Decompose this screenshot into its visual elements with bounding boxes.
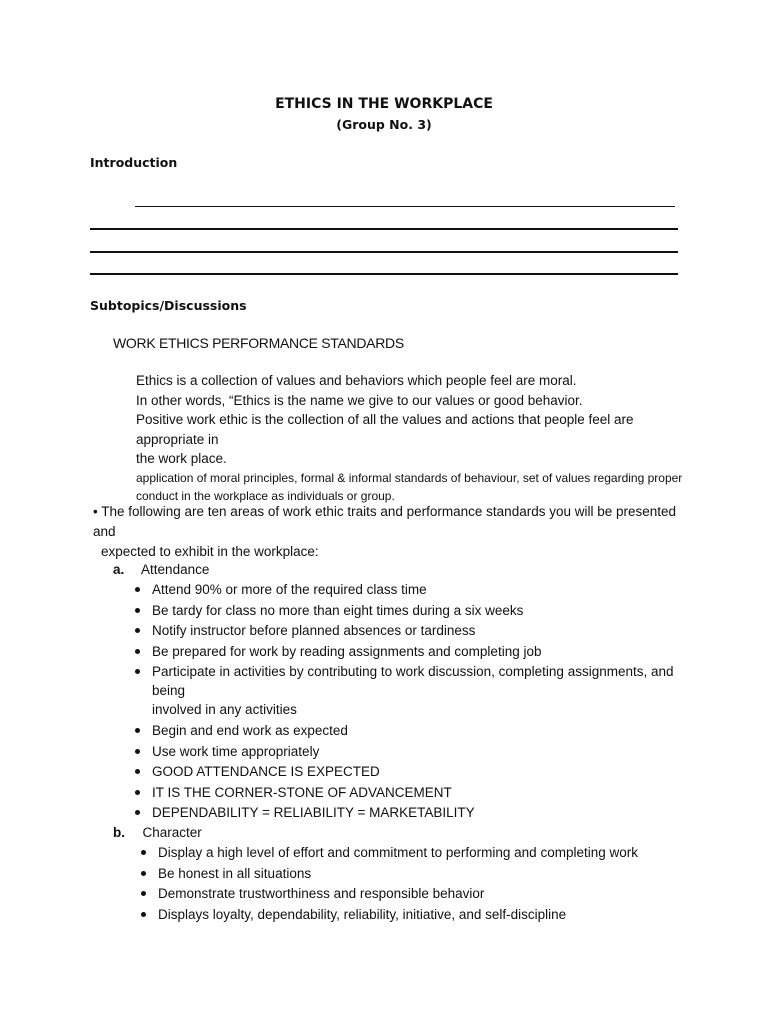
blank-line-4 xyxy=(90,273,678,275)
paragraph-line: expected to exhibit in the workplace: xyxy=(101,544,319,559)
list-item: DEPENDABILITY = RELIABILITY = MARKETABILITY xyxy=(152,803,692,822)
bullet-dot-icon xyxy=(135,790,140,795)
list-item: GOOD ATTENDANCE IS EXPECTED xyxy=(152,762,692,781)
paragraph-line: • The following are ten areas of work ethic traits and performance standards you will be presented and xyxy=(93,504,677,539)
ethics-point xyxy=(113,371,683,391)
bullet-dot-icon xyxy=(141,871,146,876)
subtopics-heading: Subtopics/Discussions xyxy=(90,298,247,313)
list-item: Use work time appropriately xyxy=(152,742,692,761)
list-item: Demonstrate trustworthiness and responsible behavior xyxy=(158,884,698,903)
ethics-points-list xyxy=(113,371,683,506)
bullet-dot-icon xyxy=(135,728,140,733)
section-title: WORK ETHICS PERFORMANCE STANDARDS xyxy=(113,335,404,351)
list-item: Notify instructor before planned absences or tardiness xyxy=(152,621,692,640)
ethics-point xyxy=(113,391,683,411)
blank-line-2 xyxy=(90,228,678,230)
intro-paragraph xyxy=(93,502,693,562)
ethics-point-text: the work place. xyxy=(136,451,227,466)
list-item: Display a high level of effort and commitment to performing and completing work xyxy=(158,843,698,862)
list-item: IT IS THE CORNER-STONE OF ADVANCEMENT xyxy=(152,783,692,802)
document-title: ETHICS IN THE WORKPLACE xyxy=(275,96,493,112)
bullet-dot-icon xyxy=(135,810,140,815)
ethics-point-text: application of moral principles, formal & informal standards of behaviour, set of values regarding proper xyxy=(136,470,683,485)
list-item: Be honest in all situations xyxy=(158,864,698,883)
bullet-dot-icon xyxy=(135,749,140,754)
document-subtitle: (Group No. 3) xyxy=(336,117,432,132)
list-item: Displays loyalty, dependability, reliability, initiative, and self-discipline xyxy=(158,905,698,924)
bullet-dot-icon xyxy=(135,587,140,592)
list-item: Begin and end work as expected xyxy=(152,721,692,740)
bullet-dot-icon xyxy=(135,608,140,613)
bullet-dot-icon xyxy=(135,669,140,674)
subsection-letter: a. xyxy=(113,562,125,577)
list-item: Participate in activities by contributing to work discussion, completing assignments, and being involved in any activities xyxy=(152,662,692,719)
ethics-point-text: Positive work ethic is the collection of all the values and actions that people feel are appropriate in xyxy=(136,412,634,447)
ethics-point xyxy=(113,469,683,506)
attendance-list xyxy=(152,580,692,824)
ethics-point xyxy=(113,410,683,469)
bullet-dot-icon xyxy=(141,850,146,855)
ethics-point-text: Ethics is a collection of values and behaviors which people feel are moral. xyxy=(136,373,577,388)
character-list xyxy=(158,843,698,925)
ethics-point-text: conduct in the workplace as individuals or group. xyxy=(136,489,395,503)
subsection-heading xyxy=(113,825,202,840)
ethics-point-text: In other words, “Ethics is the name we give to our values or good behavior. xyxy=(136,392,583,408)
bullet-dot-icon xyxy=(141,891,146,896)
subsection-title: Attendance xyxy=(141,562,210,577)
bullet-dot-icon xyxy=(135,628,140,633)
blank-line-3 xyxy=(90,251,678,253)
subsection-title: Character xyxy=(142,825,202,840)
list-item: Be prepared for work by reading assignments and completing job xyxy=(152,642,692,661)
subsection-heading xyxy=(113,562,209,577)
list-item: Attend 90% or more of the required class time xyxy=(152,580,692,599)
bullet-dot-icon xyxy=(135,649,140,654)
subsection-letter: b. xyxy=(113,825,125,840)
blank-line-1 xyxy=(135,206,675,207)
introduction-heading: Introduction xyxy=(90,155,178,170)
bullet-dot-icon xyxy=(135,769,140,774)
bullet-dot-icon xyxy=(141,912,146,917)
list-item: Be tardy for class no more than eight times during a six weeks xyxy=(152,601,692,620)
